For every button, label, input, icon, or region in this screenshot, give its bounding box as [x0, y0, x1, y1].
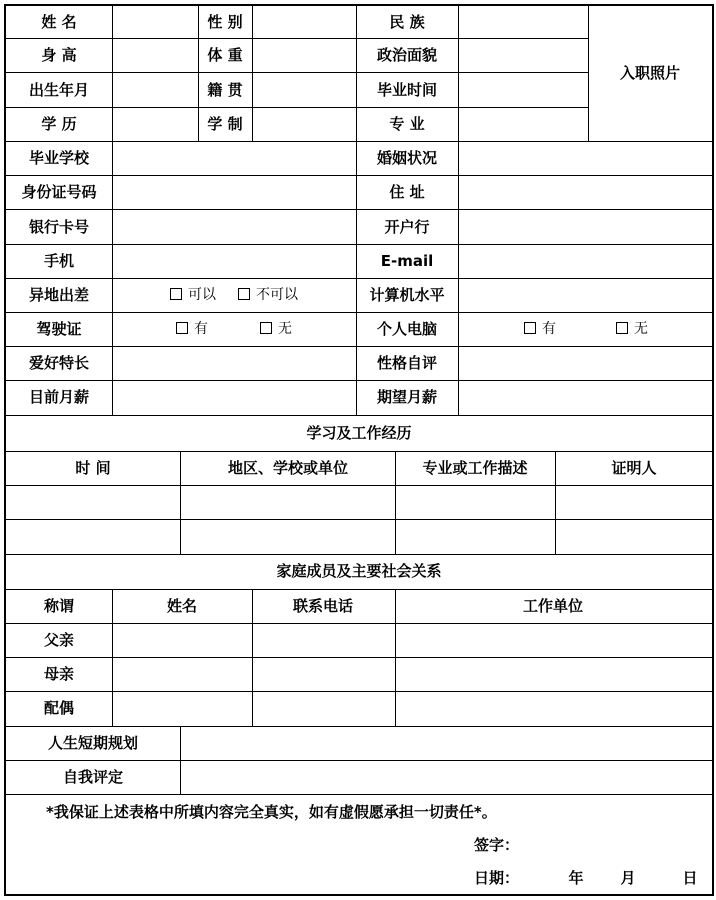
- license-yes-checkbox[interactable]: [176, 322, 188, 334]
- travel-yes-checkbox[interactable]: [170, 288, 182, 300]
- exp-header-time: 时 间: [75, 459, 111, 477]
- driving-license-label: 驾驶证: [36, 320, 82, 338]
- hobbies-label: 爱好特长: [28, 354, 90, 372]
- political-status-label: 政治面貌: [376, 46, 438, 64]
- row-divider: [6, 726, 712, 727]
- pc-yes-checkbox[interactable]: [524, 322, 536, 334]
- col-divider: [588, 6, 589, 141]
- row-divider: [6, 415, 712, 416]
- license-no-label: 无: [278, 321, 292, 337]
- graduated-school-label: 毕业学校: [28, 149, 90, 167]
- date-label: 日期：: [474, 869, 520, 887]
- col-divider: [252, 589, 253, 726]
- name-label: 姓 名: [41, 13, 77, 31]
- personal-computer-label: 个人电脑: [376, 320, 438, 338]
- employee-registration-form: [4, 4, 714, 896]
- col-divider: [395, 589, 396, 726]
- pc-no-label: 无: [634, 321, 648, 337]
- col-divider: [252, 6, 253, 141]
- id-number-label: 身份证号码: [21, 183, 97, 201]
- experience-section-title: 学习及工作经历: [306, 424, 412, 442]
- row-divider: [6, 760, 712, 761]
- major-label: 专 业: [389, 115, 425, 133]
- travel-yes-label: 可以: [188, 287, 216, 303]
- travel-no-label: 不可以: [256, 287, 298, 303]
- school-system-label: 学 制: [207, 115, 243, 133]
- personality-label: 性格自评: [376, 354, 438, 372]
- exp-header-place: 地区、学校或单位: [227, 459, 349, 477]
- date-month: 月: [620, 869, 636, 887]
- gender-label: 性 别: [207, 13, 243, 31]
- family-header-employer: 工作单位: [522, 597, 584, 615]
- row-divider: [6, 794, 712, 795]
- relation-father: 父亲: [43, 631, 75, 649]
- signature-label: 签字：: [474, 836, 520, 854]
- marital-status-label: 婚姻状况: [376, 149, 438, 167]
- pc-options: [524, 319, 648, 339]
- business-travel-label: 异地出差: [28, 286, 90, 304]
- declaration-statement: *我保证上述表格中所填内容完全真实，如有虚假愿承担一切责任*。: [46, 803, 497, 821]
- col-divider: [198, 6, 199, 141]
- expected-salary-label: 期望月薪: [376, 388, 438, 406]
- exp-header-description: 专业或工作描述: [422, 459, 528, 477]
- col-divider: [112, 589, 113, 726]
- mobile-label: 手机: [43, 252, 75, 270]
- email-label: E-mail: [380, 252, 434, 270]
- address-label: 住 址: [389, 183, 425, 201]
- short-term-plan-label: 人生短期规划: [47, 734, 139, 752]
- self-evaluation-label: 自我评定: [62, 768, 124, 786]
- col-divider: [356, 6, 357, 415]
- computer-level-label: 计算机水平: [369, 286, 445, 304]
- education-label: 学 历: [41, 115, 77, 133]
- row-divider: [6, 451, 712, 452]
- date-day: 日: [682, 869, 698, 887]
- date-year: 年: [568, 869, 584, 887]
- current-salary-label: 目前月薪: [28, 388, 90, 406]
- col-divider: [112, 141, 113, 415]
- travel-options: [170, 285, 298, 305]
- row-divider: [6, 72, 588, 73]
- col-divider: [458, 6, 459, 415]
- row-divider: [6, 485, 712, 486]
- bank-branch-label: 开户行: [384, 218, 430, 236]
- travel-no-checkbox[interactable]: [238, 288, 250, 300]
- ethnicity-label: 民 族: [389, 13, 425, 31]
- weight-label: 体 重: [207, 46, 243, 64]
- family-header-relation: 称谓: [43, 597, 75, 615]
- relation-spouse: 配偶: [43, 699, 75, 717]
- license-options: [176, 319, 292, 339]
- row-divider: [6, 519, 712, 520]
- pc-no-checkbox[interactable]: [616, 322, 628, 334]
- row-divider: [6, 107, 588, 108]
- birth-date-label: 出生年月: [28, 81, 90, 99]
- family-header-name: 姓名: [166, 597, 198, 615]
- photo-label: 入职照片: [619, 64, 681, 82]
- license-no-checkbox[interactable]: [260, 322, 272, 334]
- pc-yes-label: 有: [542, 321, 556, 337]
- family-header-phone: 联系电话: [292, 597, 354, 615]
- native-place-label: 籍 贯: [207, 81, 243, 99]
- license-yes-label: 有: [194, 321, 208, 337]
- exp-header-referee: 证明人: [611, 459, 657, 477]
- bank-card-label: 银行卡号: [28, 218, 90, 236]
- row-divider: [6, 38, 588, 39]
- relation-mother: 母亲: [43, 665, 75, 683]
- col-divider: [180, 451, 181, 554]
- graduation-time-label: 毕业时间: [376, 81, 438, 99]
- col-divider: [180, 726, 181, 794]
- col-divider: [395, 451, 396, 554]
- col-divider: [555, 451, 556, 554]
- height-label: 身 高: [41, 46, 77, 64]
- family-section-title: 家庭成员及主要社会关系: [276, 562, 442, 580]
- col-divider: [112, 6, 113, 141]
- row-divider: [6, 554, 712, 555]
